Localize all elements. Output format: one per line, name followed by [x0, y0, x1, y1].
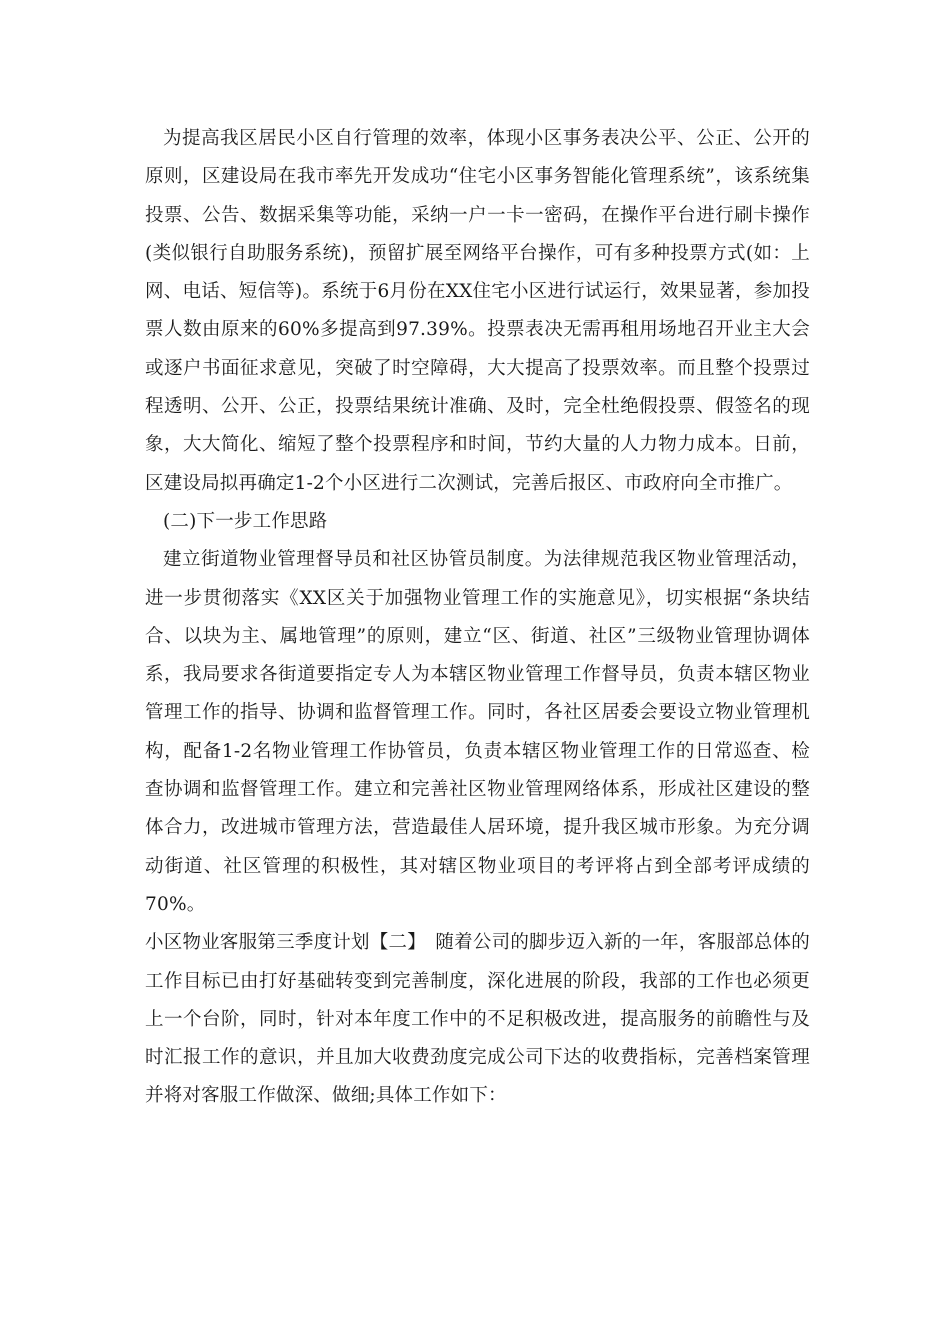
paragraph-intro-voting-system: 为提高我区居民小区自行管理的效率，体现小区事务表决公平、公正、公开的原则，区建设局在我市率先开发成功“住宅小区事务智能化管理系统”，该系统集投票、公告、数据采集等功能，采纳一户一卡一密码，在操作平台进行刷卡操作(类似银行自助服务系统)，预留扩展至网络平台操作，可有多种投票方式(如：上网、电话、短信等)。系统于6月份在XX住宅小区进行试运行，效果显著，参加投票人数由原来的60%多提高到97.39%。投票表决无需再租用场地召开业主大会或逐户书面征求意见，突破了时空障碍，大大提高了投票效率。而且整个投票过程透明、公开、公正，投票结果统计准确、及时，完全杜绝假投票、假签名的现象，大大简化、缩短了整个投票程序和时间，节约大量的人力物力成本。日前，区建设局拟再确定1-2个小区进行二次测试，完善后报区、市政府向全市推广。	[145, 128, 810, 494]
paragraph-supervisor-system: 建立街道物业管理督导员和社区协管员制度。为法律规范我区物业管理活动，进一步贯彻落实《XX区关于加强物业管理工作的实施意见》，切实根据“条块结合、以块为主、属地管理”的原则，建立“区、街道、社区”三级物业管理协调体系，我局要求各街道要指定专人为本辖区物业管理工作督导员，负责本辖区物业管理工作的指导、协调和监督管理工作。同时，各社区居委会要设立物业管理机构，配备1-2名物业管理工作协管员，负责本辖区物业管理工作的日常巡查、检查协调和监督管理工作。建立和完善社区物业管理网络体系，形成社区建设的整体合力，改进城市管理方法，营造最佳人居环境，提升我区城市形象。为充分调动街道、社区管理的积极性，其对辖区物业项目的考评将占到全部考评成绩的70%。	[145, 549, 810, 915]
paragraph-plan-two-intro: 小区物业客服第三季度计划【二】 随着公司的脚步迈入新的一年，客服部总体的工作目标已由打好基础转变到完善制度，深化进展的阶段，我部的工作也必须更上一个台阶，同时，针对本年度工作中的不足积极改进，提高服务的前瞻性与及时汇报工作的意识，并且加大收费劲度完成公司下达的收费指标，完善档案管理并将对客服工作做深、做细;具体工作如下：	[145, 932, 810, 1107]
document-body	[145, 120, 810, 1116]
section-heading-next-steps: (二)下一步工作思路	[163, 510, 328, 532]
